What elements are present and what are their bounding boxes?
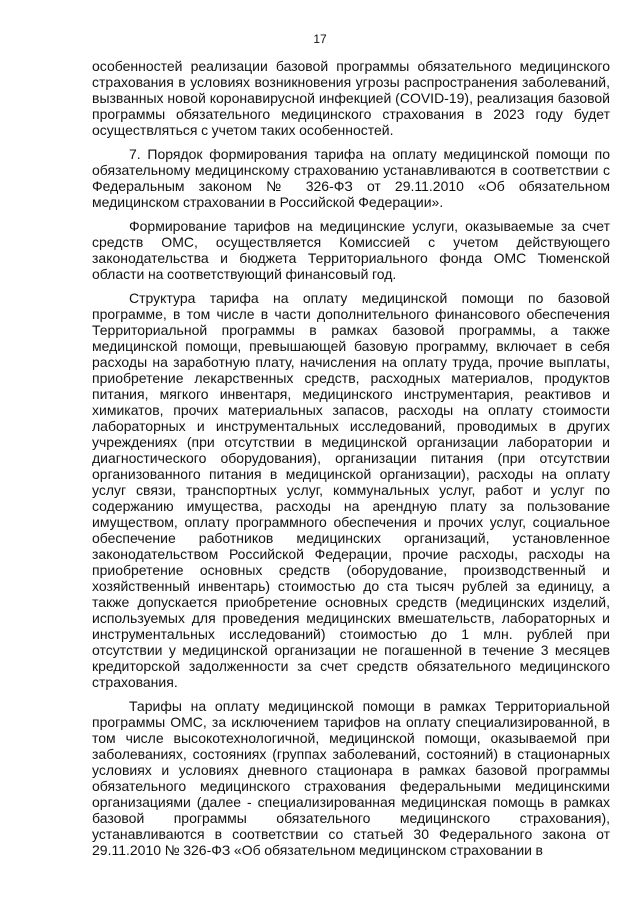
- paragraph-tariff-structure: Структура тарифа на оплату медицинской помощи по базовой программе, в том числе в части дополнительного финансового обеспечения Территориальной программы в рамках базовой программы, а также медицинской помощи, превышающей базовую программу, включает в себя расходы на заработную плату, начисления на оплату труда, прочие выплаты, приобретение лекарственных средств, расходных материалов, продуктов питания, мягкого инвентаря, медицинского инструментария, реактивов и химикатов, прочих материальных запасов, расходы на оплату стоимости лабораторных и инструментальных исследований, проводимых в других учреждениях (при отсутствии в медицинской организации лаборатории и диагностического оборудования), организации питания (при отсутствии организованного питания в медицинской организации), расходы на оплату услуг связи, транспортных услуг, коммунальных услуг, работ и услуг по содержанию имущества, расходы на арендную плату за пользование имуществом, оплату программного обеспечения и прочих услуг, социальное обеспечение работников медицинских организаций, установленное законодательством Российской Федерации, прочие расходы, расходы на приобретение основных средств (оборудование, производственный и хозяйственный инвентарь) стоимостью до ста тысяч рублей за единицу, а также допускается приобретение основных средств (медицинских изделий, используемых для проведения медицинских вмешательств, лабораторных и инструментальных исследований) стоимостью до 1 млн. рублей при отсутствии у медицинской организации не погашенной в течение 3 месяцев кредиторской задолженности за счет средств обязательного медицинского страхования.: [92, 290, 610, 690]
- paragraph-tariff-formation: Формирование тарифов на медицинские услуги, оказываемые за счет средств ОМС, осуществляется Комиссией с учетом действующего законодательства и бюджета Территориального фонда ОМС Тюменской области на соответствующий финансовый год.: [92, 218, 610, 282]
- page-number: 17: [313, 32, 327, 46]
- paragraph-territorial-tariffs: Тарифы на оплату медицинской помощи в рамках Территориальной программы ОМС, за исключением тарифов на оплату специализированной, в том числе высокотехнологичной, медицинской помощи, оказываемой при заболеваниях, состояниях (группах заболеваний, состояний) в стационарных условиях и условиях дневного стационара в рамках базовой программы обязательного медицинского страхования федеральными медицинскими организациями (далее - специализированная медицинская помощь в рамках базовой программы обязательного медицинского страхования), устанавливаются в соответствии со статьей 30 Федерального закона от 29.11.2010 № 326-ФЗ «Об обязательном медицинском страховании в: [92, 698, 610, 858]
- paragraph-tariff-order: 7. Порядок формирования тарифа на оплату медицинской помощи по обязательному медицинскому страхованию устанавливаются в соответствии с Федеральным законом № 326-ФЗ от 29.11.2010 «Об обязательном медицинском страховании в Российской Федерации».: [92, 146, 610, 210]
- document-body: [92, 58, 610, 858]
- paragraph-covid-continuation: особенностей реализации базовой программы обязательного медицинского страхования в условиях возникновения угрозы распространения заболеваний, вызванных новой коронавирусной инфекцией (COVID-19), реализация базовой программы обязательного медицинского страхования в 2023 году будет осуществляться с учетом таких особенностей.: [92, 58, 610, 138]
